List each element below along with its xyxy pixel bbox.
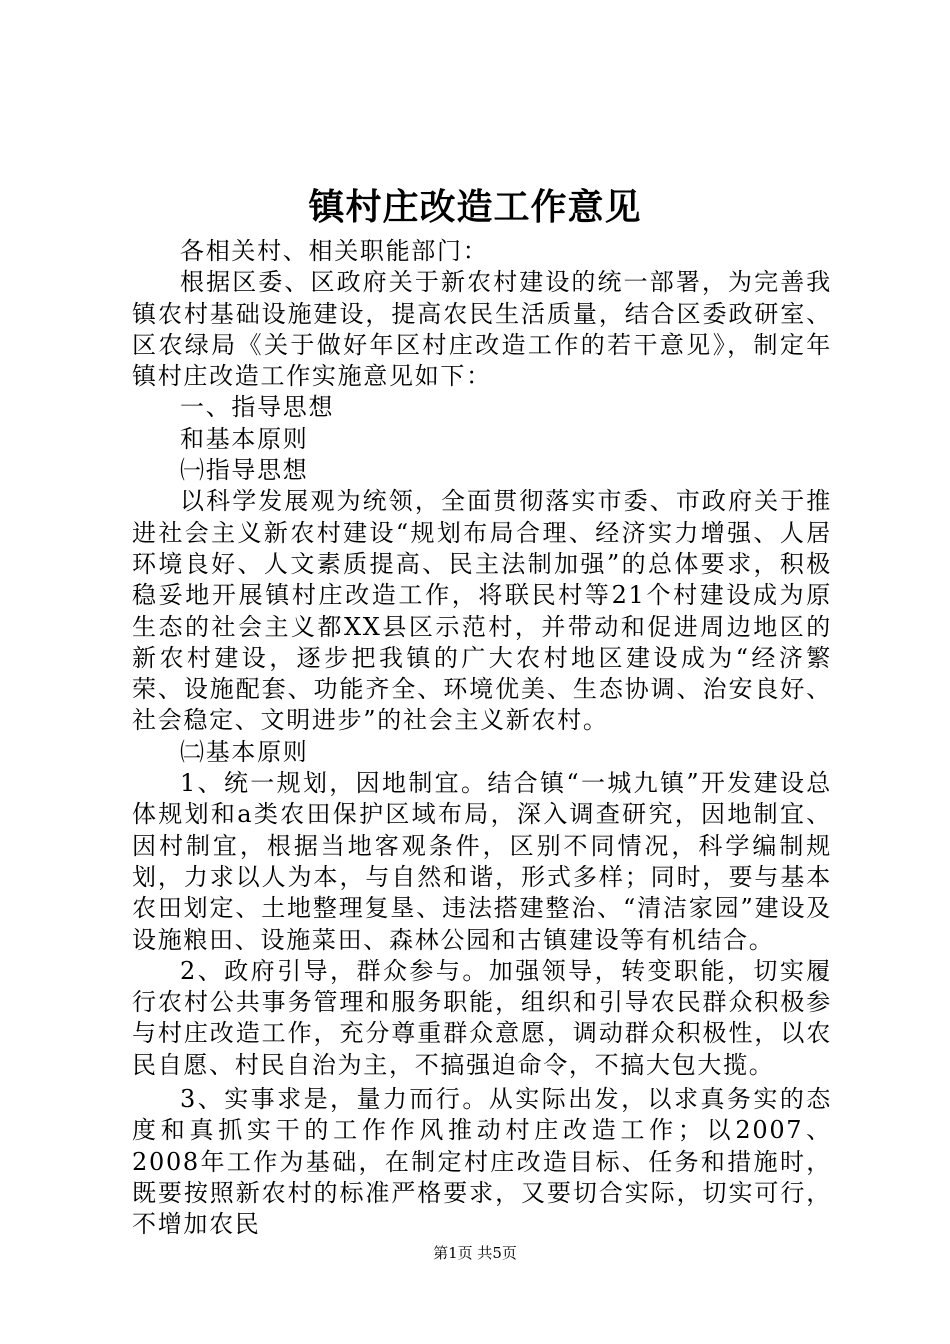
principle-2-paragraph: 2、政府引导，群众参与。加强领导，转变职能，切实履行农村公共事务管理和服务职能，组织和引导农民群众积极参与村庄改造工作，充分尊重群众意愿，调动群众积极性，以农民自愿、村民自治为主，不搞强迫命令，不搞大包大揽。 [132,956,832,1079]
principle-1-paragraph: 1、统一规划，因地制宜。结合镇“一城九镇”开发建设总体规划和a类农田保护区域布局，深入调查研究，因地制宜、因村制宜，根据当地客观条件，区别不同情况，科学编制规划，力求以人为本，与自然和谐，形式多样；同时，要与基本农田划定、土地整理复垦、违法搭建整治、“清洁家园”建设及设施粮田、设施菜田、森林公园和古镇建设等有机结合。 [132,769,832,954]
subheading-basic-principles: ㈡基本原则 [180,737,309,766]
document-body [132,236,832,1241]
page-number-footer: 第1页 共5页 [433,1244,517,1262]
subheading-guiding-thought: ㈠指导思想 [180,456,309,485]
document-title: 镇村庄改造工作意见 [308,186,642,228]
section-heading-1: 一、指导思想 [180,393,335,422]
intro-paragraph: 根据区委、区政府关于新农村建设的统一部署，为完善我镇农村基础设施建设，提高农民生活质量，结合区委政研室、区农绿局《关于做好年区村庄改造工作的若干意见》，制定年镇村庄改造工作实施意见如下： [132,268,832,391]
section-heading-1-cont: 和基本原则 [180,424,309,453]
principle-3-paragraph: 3、实事求是，量力而行。从实际出发，以求真务实的态度和真抓实干的工作作风推动村庄改造工作；以2007、2008年工作为基础，在制定村庄改造目标、任务和措施时，既要按照新农村的标准严格要求，又要切合实际，切实可行，不增加农民 [132,1085,832,1239]
salutation-paragraph: 各相关村、相关职能部门： [180,237,489,265]
guiding-thought-paragraph: 以科学发展观为统领，全面贯彻落实市委、市政府关于推进社会主义新农村建设“规划布局合理、经济实力增强、人居环境良好、人文素质提高、民主法制加强”的总体要求，积极稳妥地开展镇村庄改造工作，将联民村等21个村建设成为原生态的社会主义都XX县区示范村，并带动和促进周边地区的新农村建设，逐步把我镇的广大农村地区建设成为“经济繁荣、设施配套、功能齐全、环境优美、生态协调、治安良好、社会稳定、文明进步”的社会主义新农村。 [132,487,832,735]
